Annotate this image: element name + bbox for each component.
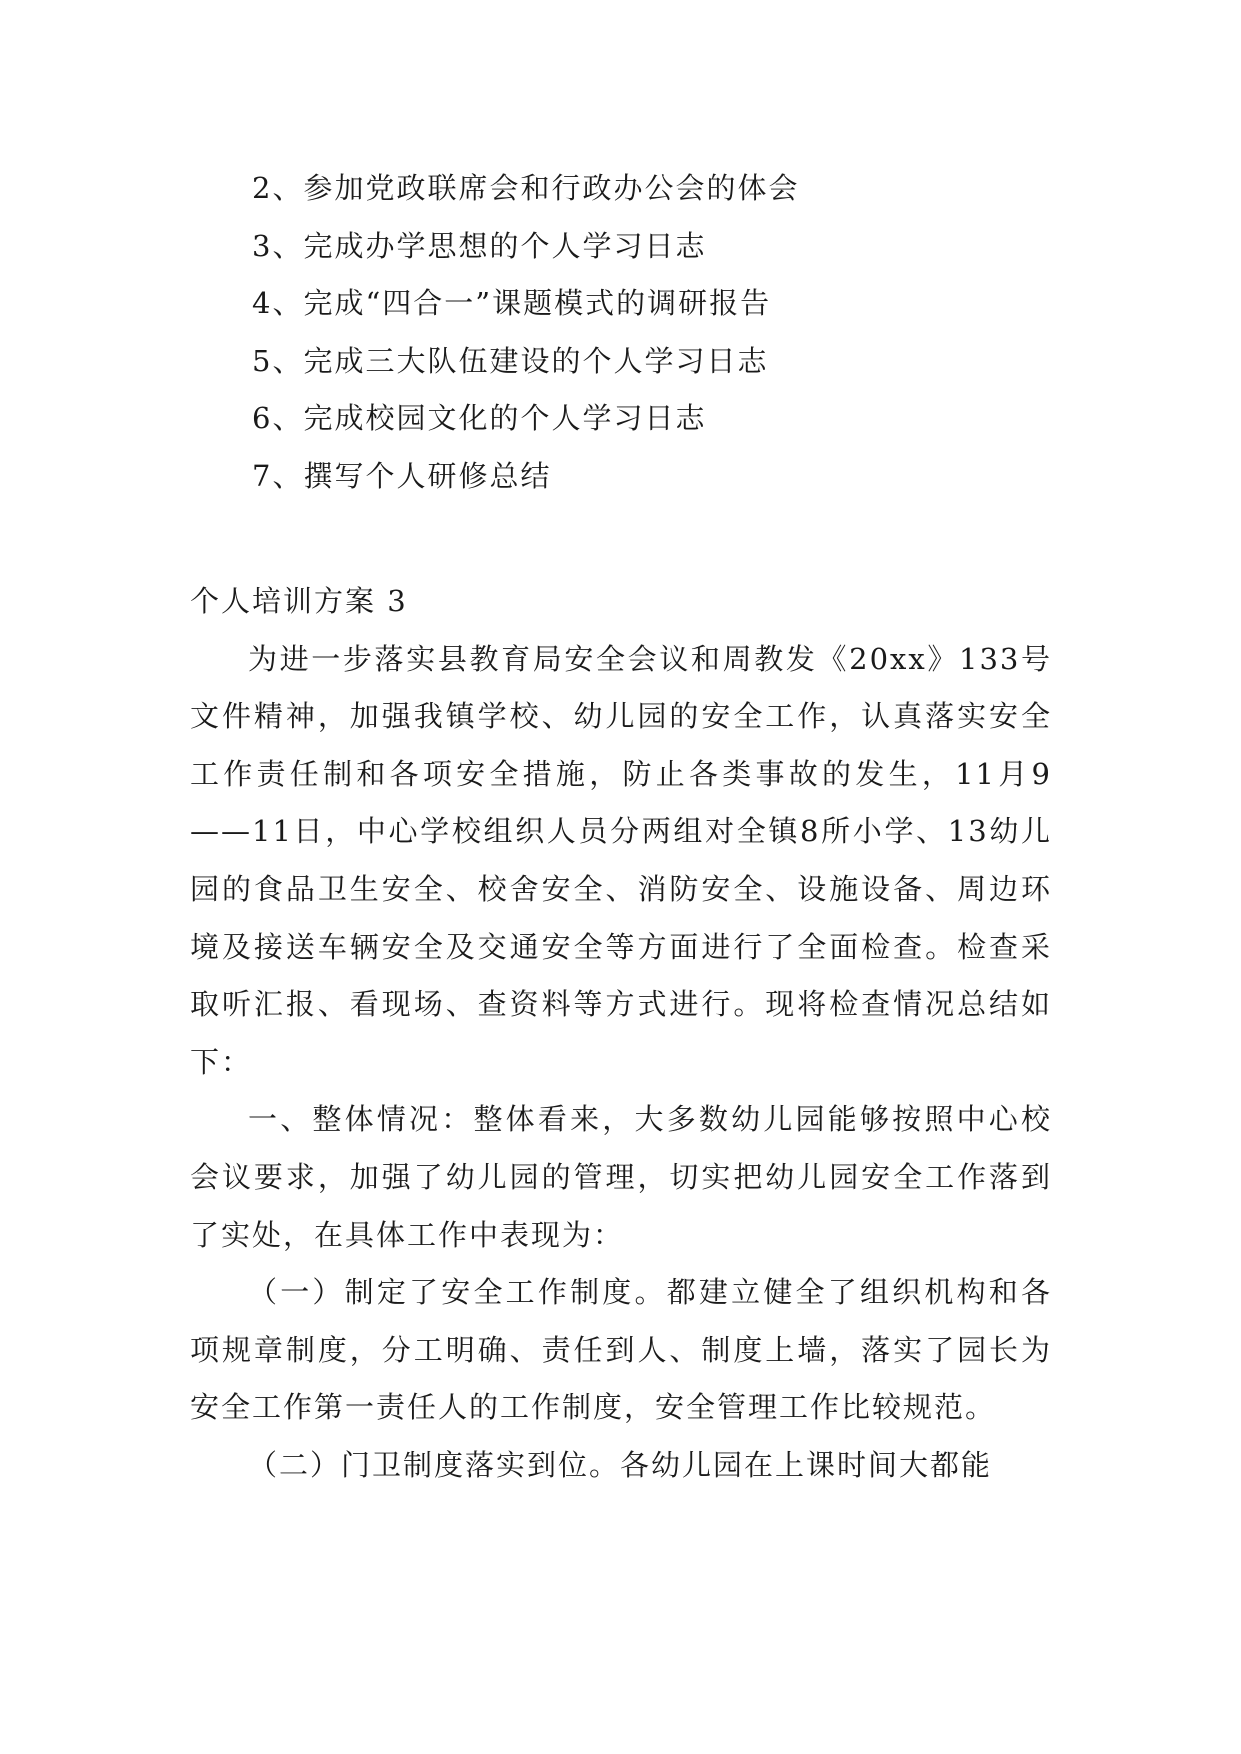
task-list — [252, 160, 1052, 506]
list-item: 3、完成办学思想的个人学习日志 — [252, 228, 707, 263]
list-item: 5、完成三大队伍建设的个人学习日志 — [252, 343, 769, 378]
section-content — [190, 573, 1052, 1495]
list-item: 7、撰写个人研修总结 — [252, 458, 552, 493]
paragraph-overall: 一、整体情况：整体看来，大多数幼儿园能够按照中心校会议要求，加强了幼儿园的管理，切实把幼儿园安全工作落到了实处，在具体工作中表现为： — [190, 1102, 1052, 1252]
paragraph-gate: （二）门卫制度落实到位。各幼儿园在上课时间大都能 — [248, 1447, 993, 1482]
section-title: 个人培训方案 3 — [190, 584, 408, 618]
list-item: 4、完成“四合一”课题模式的调研报告 — [252, 286, 772, 321]
paragraph-rules: （一）制定了安全工作制度。都建立健全了组织机构和各项规章制度，分工明确、责任到人、制度上墙，落实了园长为安全工作第一责任人的工作制度，安全管理工作比较规范。 — [190, 1275, 1052, 1425]
list-item: 2、参加党政联席会和行政办公会的体会 — [252, 171, 800, 205]
list-item: 6、完成校园文化的个人学习日志 — [252, 401, 707, 436]
paragraph-intro: 为进一步落实县教育局安全会议和周教发《20xx》133号文件精神，加强我镇学校、幼儿园的安全工作，认真落实安全工作责任制和各项安全措施，防止各类事故的发生，11月9——11日，中心学校组织人员分两组对全镇8所小学、13幼儿园的食品卫生安全、校舍安全、消防安全、设施设备、周边环境及接送车辆安全及交通安全等方面进行了全面检查。检查采取听汇报、看现场、查资料等方式进行。现将检查情况总结如下： — [190, 641, 1052, 1079]
